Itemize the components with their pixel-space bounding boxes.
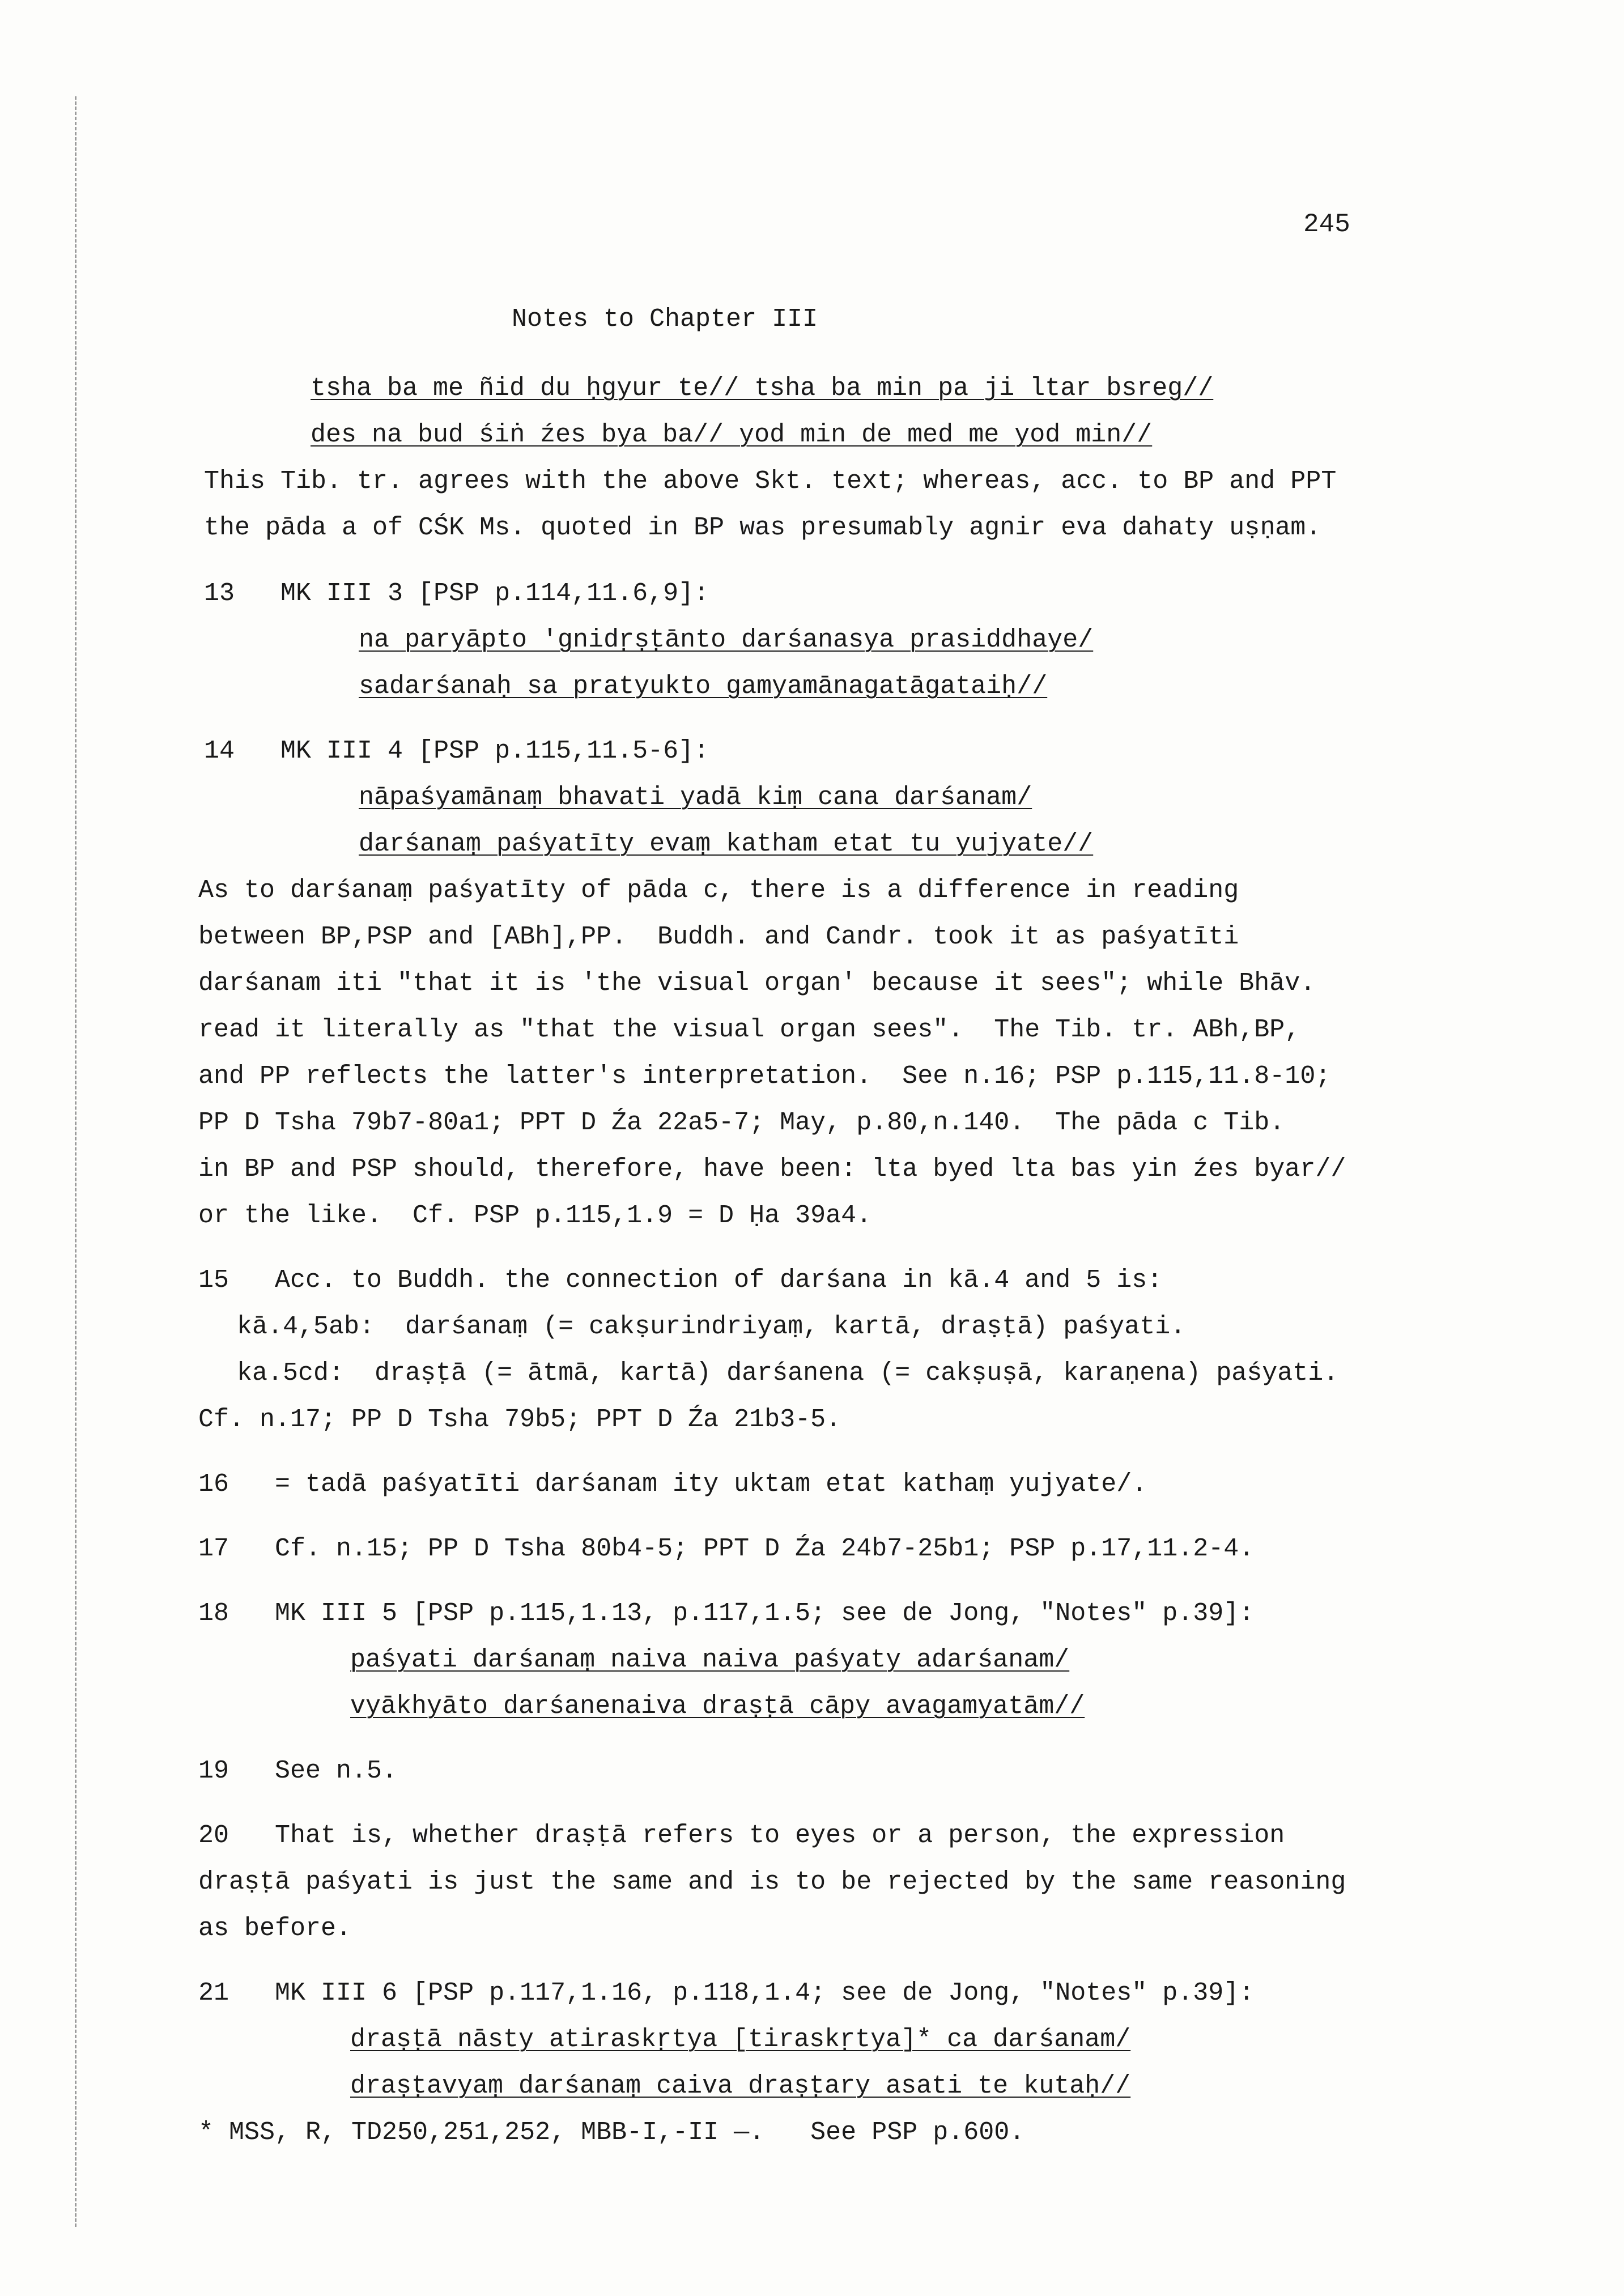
text-line: 18 MK III 5 [PSP p.115,1.13, p.117,1.5; see de Jong, "Notes" p.39]:	[198, 1599, 1255, 1628]
text-line: 16 = tadā paśyatīti darśanam ity uktam etat kathaṃ yujyate/.	[198, 1470, 1147, 1499]
text-line: This Tib. tr. agrees with the above Skt. text; whereas, acc. to BP and PPT	[204, 467, 1337, 496]
verse-line: darśanaṃ paśyatīty evaṃ katham etat tu yujyate//	[359, 830, 1094, 858]
text-line: the pāda a of CŚK Ms. quoted in BP was presumably agnir eva dahaty uṣṇam.	[204, 513, 1321, 542]
text-line: darśanam iti "that it is 'the visual organ' because it sees"; while Bhāv.	[198, 969, 1316, 998]
text-line: and PP reflects the latter's interpretation. See n.16; PSP p.115,11.8-10;	[198, 1062, 1331, 1091]
text-line: 15 Acc. to Buddh. the connection of darśana in kā.4 and 5 is:	[198, 1266, 1163, 1295]
text-line: in BP and PSP should, therefore, have been: lta byed lta bas yin źes byar//	[198, 1155, 1346, 1184]
text-line: read it literally as "that the visual organ sees". The Tib. tr. ABh,BP,	[198, 1015, 1300, 1044]
text-line: 20 That is, whether draṣṭā refers to eyes or a person, the expression	[198, 1821, 1285, 1850]
text-line: kā.4,5ab: darśanaṃ (= cakṣurindriyaṃ, kartā, draṣṭā) paśyati.	[237, 1312, 1186, 1341]
text-line: draṣṭā paśyati is just the same and is to be rejected by the same reasoning	[198, 1868, 1346, 1897]
text-line: * MSS, R, TD250,251,252, MBB-I,-II —. See PSP p.600.	[198, 2118, 1025, 2147]
text-line: 19 See n.5.	[198, 1757, 398, 1785]
verse-line: draṣṭā nāsty atiraskṛtya [tiraskṛtya]* ca darśanam/	[350, 2025, 1131, 2054]
verse-line: paśyati darśanaṃ naiva naiva paśyaty adarśanam/	[350, 1646, 1070, 1674]
verse-line: vyākhyāto darśanenaiva draṣṭā cāpy avagamyatām//	[350, 1692, 1085, 1721]
margin-rule	[75, 96, 76, 2227]
text-line: as before.	[198, 1914, 352, 1943]
verse-line: na paryāpto 'gnidṛṣṭānto darśanasya prasiddhaye/	[359, 626, 1094, 654]
verse-line: nāpaśyamānaṃ bhavati yadā kiṃ cana darśanam/	[359, 783, 1032, 812]
text-line: or the like. Cf. PSP p.115,1.9 = D Ḥa 39a4.	[198, 1201, 872, 1230]
verse-line: des na bud śiṅ źes bya ba// yod min de med me yod min//	[311, 420, 1153, 449]
text-line: between BP,PSP and [ABh],PP. Buddh. and Candr. took it as paśyatīti	[198, 922, 1239, 951]
text-line: 21 MK III 6 [PSP p.117,1.16, p.118,1.4; see de Jong, "Notes" p.39]:	[198, 1979, 1255, 2008]
verse-line: draṣṭavyaṃ darśanaṃ caiva draṣṭary asati te kutaḥ//	[350, 2072, 1131, 2101]
text-line: ka.5cd: draṣṭā (= ātmā, kartā) darśanena (= cakṣuṣā, karaṇena) paśyati.	[237, 1359, 1339, 1388]
text-line: As to darśanaṃ paśyatīty of pāda c, there is a difference in reading	[198, 876, 1239, 905]
text-line: Cf. n.17; PP D Tsha 79b5; PPT D Źa 21b3-5.	[198, 1405, 841, 1434]
chapter-heading: Notes to Chapter III	[512, 305, 818, 334]
verse-line: sadarśanaḥ sa pratyukto gamyamānagatāgataiḥ//	[359, 672, 1048, 701]
verse-line: tsha ba me ñid du ḥgyur te// tsha ba min pa ji ltar bsreg//	[311, 374, 1214, 403]
text-line: 14 MK III 4 [PSP p.115,11.5-6]:	[204, 737, 709, 766]
text-line: PP D Tsha 79b7-80a1; PPT D Źa 22a5-7; May, p.80,n.140. The pāda c Tib.	[198, 1108, 1285, 1137]
text-line: 17 Cf. n.15; PP D Tsha 80b4-5; PPT D Źa 24b7-25b1; PSP p.17,11.2-4.	[198, 1534, 1255, 1563]
text-line: 13 MK III 3 [PSP p.114,11.6,9]:	[204, 579, 709, 608]
page-number: 245	[1303, 210, 1350, 239]
